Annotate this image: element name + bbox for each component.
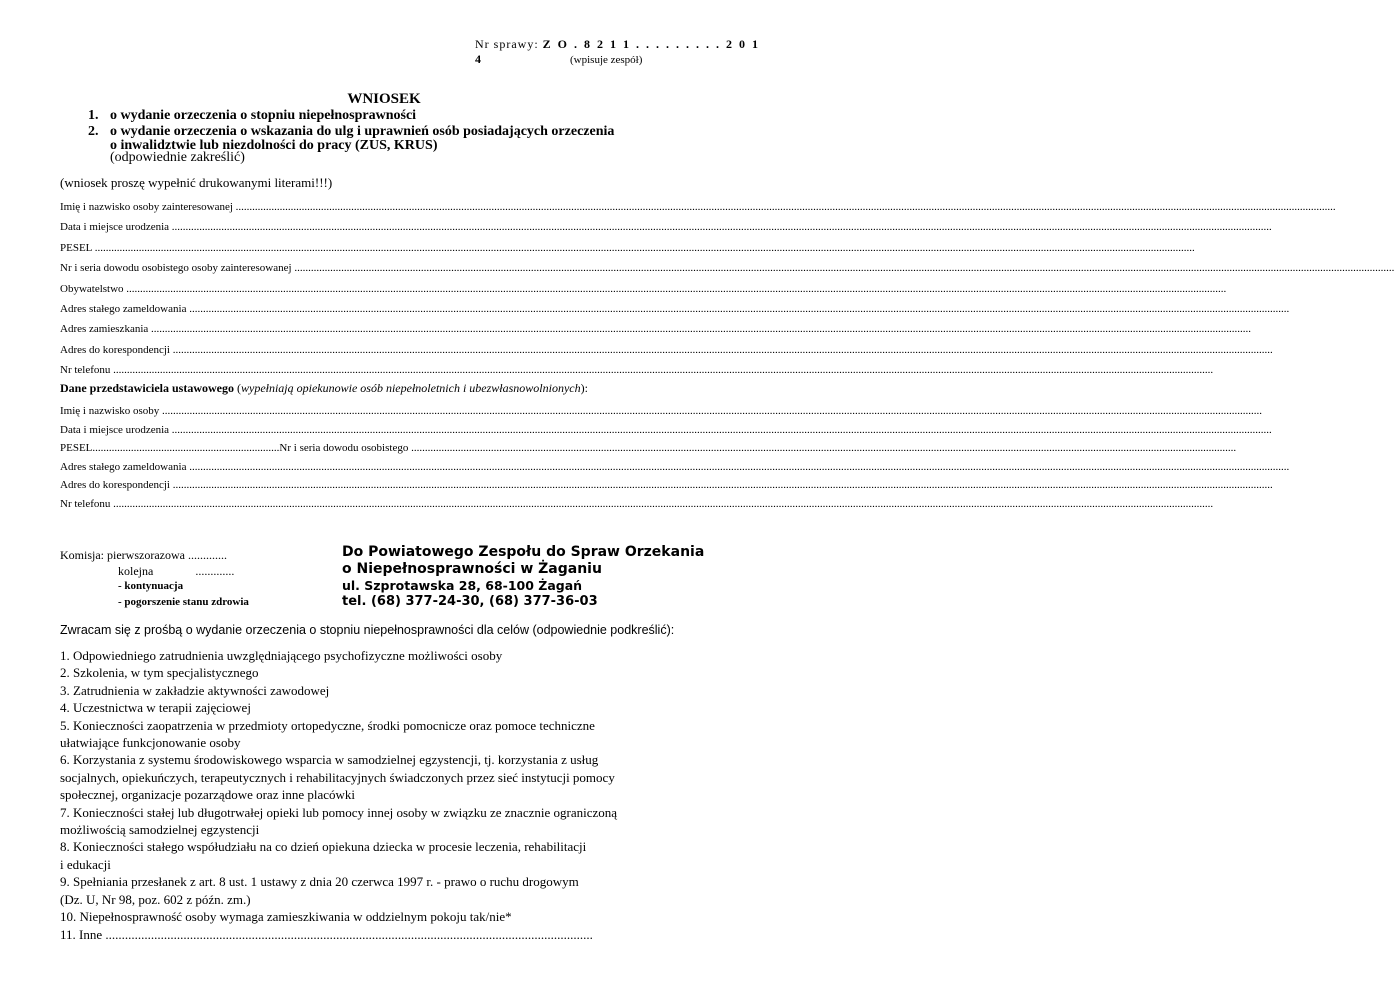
purpose-intro: Zwracam się z prośbą o wydanie orzeczenia o stopniu niepełnosprawności dla celów (odpowiednie podkreślić):: [60, 623, 675, 637]
person-field-blank[interactable]: ................................................................................................................................................................................................................................................................................................................................................................................................................: [123, 283, 1227, 295]
request-2-text: o wydanie orzeczenia o wskazania do ulg i uprawnień osób posiadających orzeczenia: [110, 124, 615, 139]
rep-field-5[interactable]: [60, 497, 1214, 511]
person-field-2[interactable]: [60, 241, 1195, 255]
person-field-label: Adres zamieszkania: [60, 323, 149, 335]
person-field-0[interactable]: [60, 200, 1336, 214]
person-field-label: Nr telefonu: [60, 364, 111, 376]
person-field-blank[interactable]: ................................................................................................................................................................................................................................................................................................................................................................................................................: [169, 221, 1272, 233]
rep-field-blank[interactable]: ................................................................................................................................................................................................................................................................................................................................................................................................................: [159, 405, 1263, 417]
rep-field-blank[interactable]: ................................................................................................................................................................................................................................................................................................................................................................................................................: [169, 424, 1272, 436]
purpose-line: 9. Spełniania przesłanek z art. 8 ust. 1 ustawy z dnia 20 czerwca 1997 r. - prawo o ruchu drogowym: [60, 874, 579, 890]
purpose-line: ułatwiające funkcjonowanie osoby: [60, 735, 241, 751]
rep-pesel-blank[interactable]: ....................................................................: [92, 442, 280, 454]
rep-field-label: Adres do korespondencji: [60, 479, 170, 491]
purpose-line: 10. Niepełnosprawność osoby wymaga zamieszkiwania w oddzielnym pokoju tak/nie*: [60, 909, 512, 925]
person-field-5[interactable]: [60, 302, 1290, 316]
case-number-note: (wpisuje zespół): [570, 54, 643, 66]
rep-field-0[interactable]: [60, 404, 1263, 418]
person-field-label: Data i miejsce urodzenia: [60, 221, 170, 233]
request-1: [88, 108, 416, 124]
representative-title: Dane przedstawiciela ustawowego: [60, 381, 234, 395]
commission-next-blank[interactable]: .............: [195, 564, 235, 578]
rep-field-1[interactable]: [60, 423, 1272, 437]
purpose-line: 7. Konieczności stałej lub długotrwałej opieki lub pomocy innej osoby w związku ze znacznie ograniczoną: [60, 804, 618, 820]
office-name-1: Do Powiatowego Zespołu do Spraw Orzekania: [342, 544, 705, 560]
person-field-blank[interactable]: ................................................................................................................................................................................................................................................................................................................................................................................................................: [148, 323, 1252, 335]
person-field-blank[interactable]: ................................................................................................................................................................................................................................................................................................................................................................................................................: [291, 262, 1394, 274]
rep-field-blank[interactable]: ................................................................................................................................................................................................................................................................................................................................................................................................................: [110, 498, 1214, 510]
rep-field-label: Imię i nazwisko osoby: [60, 405, 160, 417]
purpose-line: 5. Konieczności zaopatrzenia w przedmioty ortopedyczne, środki pomocnicze oraz pomoce techniczne: [60, 717, 595, 733]
purpose-line: 1. Odpowiedniego zatrudnienia uwzględniającego psychofizyczne możliwości osoby: [60, 648, 503, 663]
purpose-line: społecznej, organizacje pozarządowe oraz inne placówki: [60, 787, 356, 803]
rep-id-label: Nr i seria dowodu osobistego: [279, 442, 409, 454]
commission-label: Komisja:: [60, 548, 104, 562]
representative-heading: Dane przedstawiciela ustawowego (wypełniają opiekunowie osób niepełnoletnich i ubezwłasnowolnionych):: [60, 381, 588, 395]
purpose-line: 6. Korzystania z systemu środowiskowego wsparcia w samodzielnej egzystencji, tj. korzystania z usług: [60, 752, 599, 768]
person-field-label: Obywatelstwo: [60, 283, 124, 295]
commission-first-blank[interactable]: .............: [187, 548, 227, 562]
office-phone: tel. (68) 377-24-30, (68) 377-36-03: [342, 594, 598, 609]
request-1-number: 1.: [88, 108, 99, 123]
request-1-text: o wydanie orzeczenia o stopniu niepełnosprawności: [110, 108, 417, 123]
person-field-blank[interactable]: ................................................................................................................................................................................................................................................................................................................................................................................................................: [169, 344, 1273, 356]
rep-field-4[interactable]: [60, 478, 1273, 492]
purpose-line: możliwością samodzielnej egzystencji: [60, 822, 260, 838]
form-title: WNIOSEK: [347, 91, 421, 107]
purpose-line: socjalnych, opiekuńczych, terapeutycznych i rehabilitacyjnych świadczonych przez sieć instytucji pomocy: [60, 769, 615, 785]
hint-mark: (odpowiednie zakreślić): [110, 150, 245, 165]
commission-next-label: kolejna: [118, 564, 154, 578]
rep-field-3[interactable]: [60, 460, 1290, 474]
purpose-line: 8. Konieczności stałego współudziału na co dzień opiekuna dziecka w procesie leczenia, rehabilitacji: [60, 839, 587, 855]
case-number-label: Nr sprawy:: [475, 37, 539, 51]
person-field-blank[interactable]: ................................................................................................................................................................................................................................................................................................................................................................................................................: [232, 201, 1336, 213]
office-address: ul. Szprotawska 28, 68-100 Żagań: [342, 578, 583, 593]
request-2-number: 2.: [88, 124, 99, 139]
rep-field-label: Adres stałego zameldowania: [60, 461, 187, 473]
person-field-label: Nr i seria dowodu osobistego osoby zainteresowanej: [60, 262, 292, 274]
person-field-8[interactable]: [60, 363, 1214, 377]
request-2-cont: o inwalidztwie lub niezdolności do pracy (ZUS, KRUS): [110, 138, 438, 153]
commission-next: [118, 564, 234, 579]
person-field-blank[interactable]: ................................................................................................................................................................................................................................................................................................................................................................................................................: [186, 303, 1290, 315]
case-number-code: Z O . 8 2 1 1 . . . . . . . . . 2 0 1 4: [475, 37, 760, 66]
hint-capitals: (wniosek proszę wypełnić drukowanymi literami!!!): [60, 175, 333, 190]
person-field-blank[interactable]: ................................................................................................................................................................................................................................................................................................................................................................................................................: [110, 364, 1214, 376]
rep-pesel-label: PESEL: [60, 442, 93, 454]
person-field-blank[interactable]: ................................................................................................................................................................................................................................................................................................................................................................................................................: [92, 242, 1195, 254]
purpose-list: [60, 647, 730, 943]
person-field-label: Imię i nazwisko osoby zainteresowanej: [60, 201, 233, 213]
purpose-line: 11. Inne ......................................................................................................................................................: [60, 926, 593, 942]
rep-field-pesel-id[interactable]: [60, 441, 1237, 455]
office-name-2: o Niepełnosprawności w Żaganiu: [342, 561, 602, 577]
person-field-label: Adres stałego zameldowania: [60, 303, 187, 315]
person-field-1[interactable]: [60, 220, 1272, 234]
person-field-6[interactable]: [60, 322, 1252, 336]
rep-field-label: Data i miejsce urodzenia: [60, 424, 170, 436]
purpose-line: 3. Zatrudnienia w zakładzie aktywności zawodowej: [60, 682, 330, 698]
purpose-line: 4. Uczestnictwa w terapii zajęciowej: [60, 700, 251, 716]
rep-id-blank[interactable]: ............................................................................................................................................................................................................................................................................................................: [408, 442, 1237, 454]
commission-worsening: - pogorszenie stanu zdrowia: [118, 596, 249, 608]
purpose-line: (Dz. U, Nr 98, poz. 602 z późn. zm.): [60, 891, 251, 907]
commission-first-label: pierwszorazowa: [107, 548, 185, 562]
rep-field-label: Nr telefonu: [60, 498, 111, 510]
representative-note: wypełniają opiekunowie osób niepełnoletnich i ubezwłasnowolnionych: [240, 381, 581, 395]
purpose-line: 2. Szkolenia, w tym specjalistycznego: [60, 665, 259, 681]
purpose-line: i edukacji: [60, 856, 111, 872]
person-field-label: Adres do korespondencji: [60, 344, 170, 356]
rep-field-blank[interactable]: ................................................................................................................................................................................................................................................................................................................................................................................................................: [169, 479, 1273, 491]
rep-field-blank[interactable]: ................................................................................................................................................................................................................................................................................................................................................................................................................: [186, 461, 1290, 473]
person-field-7[interactable]: [60, 343, 1273, 357]
commission-continuation: - kontynuacja: [118, 580, 184, 592]
person-field-label: PESEL: [60, 242, 92, 254]
person-field-3[interactable]: [60, 261, 1394, 275]
commission-first: [60, 548, 227, 563]
person-field-4[interactable]: [60, 282, 1227, 296]
